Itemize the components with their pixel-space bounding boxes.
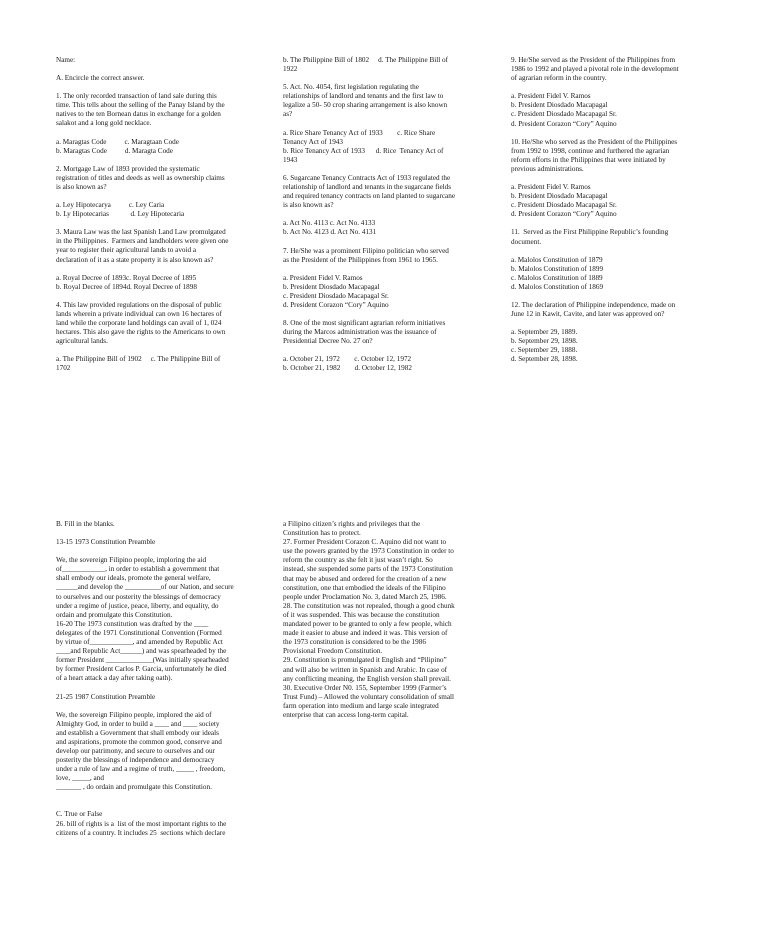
question-4-options [56, 355, 256, 373]
text-line: agricultural lands. [56, 337, 108, 346]
text-line: b. Royal Decree of 1894d. Royal Decree of 1898 [56, 282, 197, 291]
text-line: constitution, one that embodied the ideals of the Filipino [283, 583, 446, 592]
text-line: June 12 in Kawit, Cavite, and later was approved on? [511, 310, 665, 319]
text-line: of a heart attack a day after taking oath). [56, 674, 173, 683]
question-6-options [283, 219, 486, 237]
text-line: and aspirations, promote the common good, conserve and [56, 737, 222, 746]
text-line: b. President Diosdado Macapagal [511, 101, 608, 110]
question-8 [283, 319, 486, 346]
text-line: delegates of the 1971 Constitutional Convention (Formed [56, 628, 222, 637]
text-line: 7. He/She was a prominent Filipino politician who served [283, 246, 449, 255]
question-11 [511, 228, 711, 246]
text-line: Almighty God, in order to build a ____ and ____ society [56, 719, 220, 728]
text-line: 27. Former President Corazon C. Aquino did not want to [283, 538, 447, 547]
text-line: _______ , do ordain and promulgate this Constitution. [56, 783, 212, 792]
text-line: b. Act No. 4123 d. Act No. 4131 [283, 228, 377, 237]
text-line: a Filipino citizen’s rights and privileges that the [283, 520, 421, 528]
text-line: love, _____, and [56, 774, 104, 783]
text-line: lands wherein a private individual can own 16 hectares of [56, 309, 222, 318]
text-line: people under Proclamation No. 3, dated March 25, 1986. [283, 592, 447, 601]
text-line: c. Malolos Constitution of 1889 [511, 273, 603, 282]
text-line: salakot and a long gold necklace. [56, 119, 152, 128]
text-line: under a rule of law and a regime of truth, _____ , freedom, [56, 765, 226, 774]
text-line: mandated power to be granted to only a few people, which [283, 620, 452, 629]
question-2 [56, 165, 256, 192]
text-line: a. October 21, 1972 c. October 12, 1972 [283, 355, 412, 364]
text-line: We, the sovereign Filipino people, implored the aid of [56, 710, 212, 719]
question-3 [56, 228, 256, 264]
text-line: c. September 29, 1888. [511, 346, 578, 355]
text-line: d. President Corazon “Cory” Aquino [511, 119, 617, 128]
text-line: that may be abused and ordered for the creation of a new [283, 574, 447, 583]
text-line: a. Rice Share Tenancy Act of 1933 c. Rice Share [283, 128, 436, 137]
text-line: a. President Fidel V. Ramos [283, 273, 363, 282]
text-line: 6. Sugarcane Tenancy Contracts Act of 1933 regulated the [283, 173, 451, 182]
text-line: and establish a Government that shall embody our ideals [56, 728, 219, 737]
text-line: instead, she suspended some parts of the 1973 Constitution [283, 565, 453, 574]
text-line: Provisional Freedom Constitution. [283, 647, 383, 656]
question-1-options [56, 138, 256, 156]
text-line: of____________, in order to establish a government that [56, 565, 220, 574]
text-line: year to register their agricultural lands to avoid a [56, 246, 197, 255]
text-line: document. [511, 237, 542, 246]
text-line: 28. The constitution was not repealed, though a good chunk [283, 601, 455, 610]
bottom-column-2 [283, 520, 486, 729]
text-line: time. This tells about the selling of the Panay Island by the [56, 101, 225, 110]
question-10-options [511, 183, 711, 219]
text-line: d. September 28, 1898. [511, 355, 578, 364]
text-line: posterity the blessings of independence and democracy [56, 756, 215, 765]
question-3-options [56, 274, 256, 292]
text-line: a. The Philippine Bill of 1902 c. The Philippine Bill of [56, 355, 221, 364]
bottom-column-1 [56, 520, 256, 847]
text-line: relationship of landlord and tenants in the sugarcane fields [283, 183, 452, 192]
text-line: 16-20 The 1973 constitution was drafted by the ____ [56, 619, 209, 628]
text-line: and required tenancy contracts on land planted to sugarcane [283, 192, 456, 201]
question-9 [511, 56, 711, 83]
text-line: 12. The declaration of Philippine independence, made on [511, 300, 676, 309]
preamble-1987-title: 21-25 1987 Constitution Preamble [56, 692, 156, 701]
text-line: previous administrations. [511, 164, 584, 173]
text-line: legalize a 50- 50 crop sharing arrangement is also known [283, 101, 448, 110]
question-5-options [283, 129, 486, 165]
text-line: a. Maragtas Code c. Maragtaan Code [56, 137, 179, 146]
text-line: 26. bill of rights is a list of the most important rights to the [56, 819, 227, 828]
text-line: reform efforts in the Philippines that were initiated by [511, 155, 666, 164]
text-line: b. Maragtas Code d. Maragta Code [56, 146, 173, 155]
text-line: declaration of it as a state property it is also known as? [56, 255, 214, 264]
text-line: ordain and promulgate this Constitution. [56, 610, 173, 619]
text-line: a. September 29, 1889. [511, 328, 578, 337]
text-line: made it easier to abuse and indeed it was. This version of [283, 629, 448, 638]
text-line: develop our patrimony, and secure to ourselves and our [56, 746, 216, 755]
true-false-statements [283, 520, 486, 720]
text-line: relationships of landlord and tenants and the first law to [283, 92, 444, 101]
question-8-options [283, 355, 486, 373]
text-line: 10. He/She who served as the President of the Philippines [511, 137, 678, 146]
text-line: shall embody our ideals, promote the general welfare, [56, 574, 211, 583]
question-12-options [511, 328, 711, 364]
text-line: citizens of a country. It includes 25 sections which declare [56, 828, 226, 837]
text-line: Tenancy Act of 1943 [283, 137, 343, 146]
text-line: 2. Mortgage Law of 1893 provided the systematic [56, 164, 200, 173]
preamble-1973-title: 13-15 1973 Constitution Preamble [56, 538, 156, 547]
text-line: Trust Fund) – Allowed the voluntary consolidation of small [283, 692, 455, 701]
text-line: b. President Diosdado Macapagal [283, 282, 380, 291]
text-line: reform the country as she felt it just wasn’t right. So [283, 556, 433, 565]
section-a-heading: A. Encircle the correct answer. [56, 74, 145, 83]
text-line: 9. He/She served as the President of the Philippines from [511, 56, 676, 64]
text-line: a. President Fidel V. Ramos [511, 183, 591, 192]
column-2 [283, 56, 486, 383]
text-line: b. President Diosdado Macapagal [511, 192, 608, 201]
question-4 [56, 301, 256, 346]
text-line: enterprise that can access long-term capital. [283, 710, 409, 719]
section-b-heading: B. Fill in the blanks. [56, 520, 115, 528]
text-line: ____and Republic Act______) and was spearheaded by the [56, 647, 227, 656]
text-line: the 1973 constitution is considered to be the 1986 [283, 638, 426, 647]
text-line: a. President Fidel V. Ramos [511, 92, 591, 101]
question-26 [56, 820, 256, 838]
text-line: during the Marcos administration was the issuance of [283, 328, 437, 337]
text-line: from 1992 to 1998, continue and furthered the agrarian [511, 146, 670, 155]
text-line: and will also be written in Spanish and Arabic. In case of [283, 665, 448, 674]
text-line: by former President Carlos P. Garcia, unfortunately he died [56, 665, 227, 674]
text-line: 3. Maura Law was the last Spanish Land Law promulgated [56, 228, 226, 237]
question-4-options-cont [283, 56, 486, 74]
text-line: any conflicting meaning, the English version shall prevail. [283, 674, 451, 683]
text-line: 4. This law provided regulations on the disposal of public [56, 300, 222, 309]
text-line: Presidential Decree No. 27 on? [283, 337, 373, 346]
text-line: land while the corporate land holdings can avail of 1, 024 [56, 318, 222, 327]
question-2-options [56, 201, 256, 219]
question-11-options [511, 256, 711, 292]
text-line: a. Act No. 4113 c. Act No. 4133 [283, 219, 376, 228]
text-line: use the powers granted by the 1973 Constitution in order to [283, 547, 454, 556]
text-line: 8. One of the most significant agrarian reform initiatives [283, 319, 446, 328]
text-line: b. Rice Tenancy Act of 1933 d. Rice Tenancy Act of [283, 146, 444, 155]
text-line: as? [283, 110, 293, 119]
text-line: former President _____________(Was initially spearheaded [56, 656, 229, 665]
preamble-1973-text [56, 556, 256, 683]
text-line: d. President Corazon “Cory” Aquino [283, 300, 389, 309]
text-line: Constitution has to protect. [283, 529, 361, 538]
column-3 [511, 56, 711, 374]
name-label: Name: [56, 56, 76, 64]
text-line: hectares. This also gave the rights to the Americans to own [56, 328, 226, 337]
text-line: 1702 [56, 364, 71, 373]
text-line: b. October 21, 1982 d. October 12, 1982 [283, 364, 412, 373]
question-5 [283, 83, 486, 119]
column-1 [56, 56, 256, 382]
text-line: ______and develop the __________of our Nation, and secure [56, 583, 234, 592]
text-line: c. President Diosdado Macapagal Sr. [511, 110, 617, 119]
text-line: in the Philippines. Farmers and landholders were given one [56, 237, 229, 246]
question-7 [283, 247, 486, 265]
question-10 [511, 138, 711, 174]
text-line: c. President Diosdado Macapagal Sr. [511, 201, 617, 210]
text-line: of agrarian reform in the country. [511, 74, 607, 83]
text-line: b. The Philippine Bill of 1802 d. The Philippine Bill of [283, 56, 449, 64]
text-line: under a regime of justice, peace, liberty, and equality, do [56, 601, 219, 610]
text-line: registration of titles and deeds as well as ownership claims [56, 173, 225, 182]
text-line: to ourselves and our posterity the blessings of democracy [56, 592, 221, 601]
text-line: a. Royal Decree of 1893c. Royal Decree of 1895 [56, 273, 197, 282]
text-line: a. Ley Hipotecarya c. Ley Caria [56, 201, 165, 210]
text-line: b. Malolos Constitution of 1899 [511, 264, 604, 273]
question-1 [56, 92, 256, 128]
text-line: 11. Served as the First Philippine Republic’s founding [511, 228, 669, 237]
text-line: a. Malolos Constitution of 1879 [511, 255, 603, 264]
question-9-options [511, 92, 711, 128]
text-line: c. President Diosdado Macapagal Sr. [283, 291, 389, 300]
section-c-heading: C. True or False [56, 810, 103, 819]
text-line: farm operation into medium and large scale integrated [283, 701, 439, 710]
question-12 [511, 301, 711, 319]
text-line: We, the sovereign Filipino people, imploring the aid [56, 556, 207, 565]
text-line: 30. Executive Order N0. 155, September 1999 (Farmer’s [283, 683, 447, 692]
text-line: d. Malolos Constitution of 1869 [511, 282, 604, 291]
text-line: b. Ly Hipotecarias d. Ley Hipotecaria [56, 210, 185, 219]
text-line: by virtue of____________, and amended by Republic Act [56, 638, 223, 647]
text-line: 29. Constitution is promulgated it English and “Pilipino” [283, 656, 447, 665]
text-line: 1922 [283, 65, 298, 74]
text-line: natives to the ten Bornean datus in exchange for a golden [56, 110, 221, 119]
text-line: 5. Act. No. 4054, first legislation regulating the [283, 83, 419, 92]
question-7-options [283, 274, 486, 310]
text-line: b. September 29, 1898. [511, 337, 578, 346]
preamble-1987-text [56, 711, 256, 793]
text-line: 1986 to 1992 and played a pivotal role in the development [511, 65, 679, 74]
text-line: 1. The only recorded transaction of land sale during this [56, 92, 217, 101]
text-line: of it was suspended. This was because the constitution [283, 610, 440, 619]
text-line: as the President of the Philippines from 1961 to 1965. [283, 255, 438, 264]
text-line: d. President Corazon “Cory” Aquino [511, 210, 617, 219]
question-6 [283, 174, 486, 210]
text-line: is also known as? [283, 201, 334, 210]
text-line: 1943 [283, 155, 298, 164]
text-line: is also known as? [56, 182, 107, 191]
